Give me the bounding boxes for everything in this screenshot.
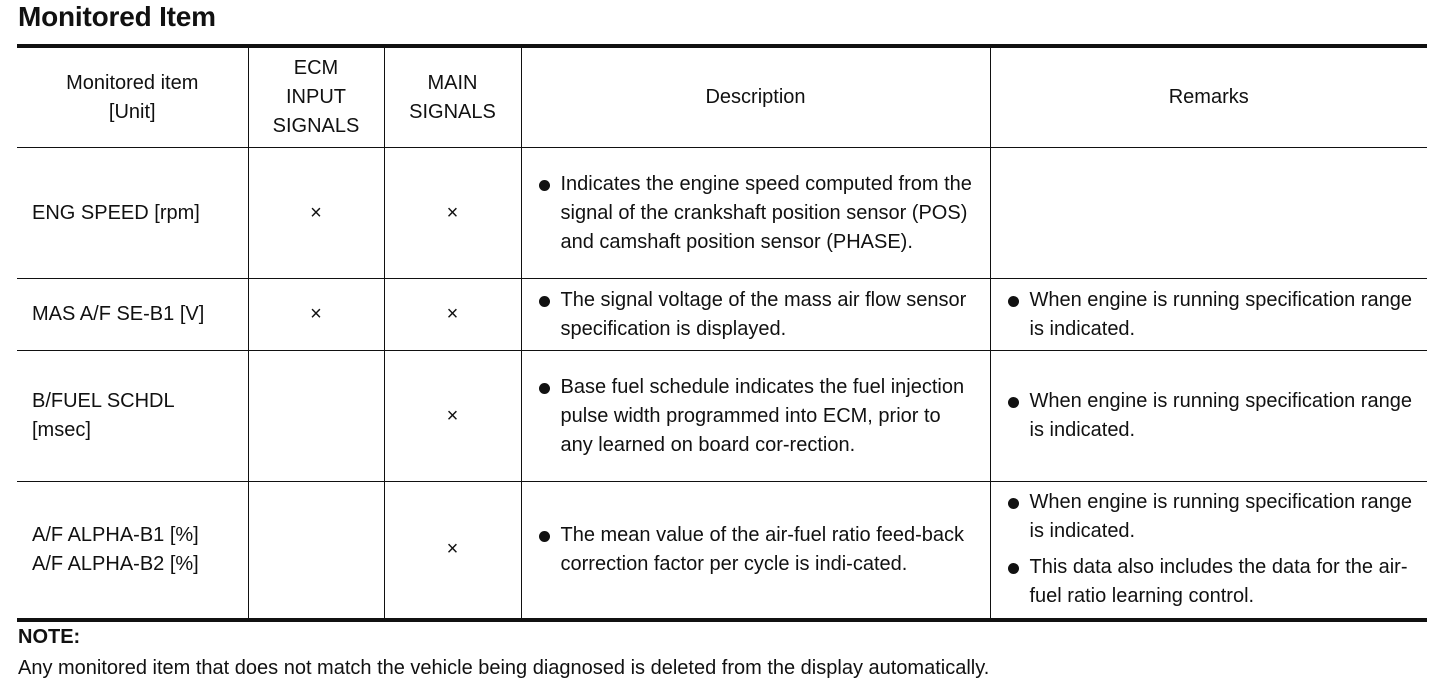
monitored-item-cell (17, 482, 248, 620)
remarks-bullet: This data also includes the data for the air-fuel ratio learning control. (1005, 553, 1416, 611)
page-title: Monitored Item (18, 1, 216, 32)
main-signal-mark: × (384, 279, 521, 351)
table-row (17, 279, 1427, 351)
remarks-cell (990, 351, 1427, 482)
remarks-list (1005, 387, 1416, 445)
remarks-cell (990, 279, 1427, 351)
ecm-input-mark (248, 351, 384, 482)
description-list (536, 373, 978, 460)
header-text: [Unit] (108, 100, 156, 123)
main-signal-mark: × (384, 482, 521, 620)
monitored-item-name: A/F ALPHA-B2 [%] (32, 552, 199, 575)
remarks-cell (990, 148, 1427, 279)
monitored-item-cell (17, 148, 248, 279)
table-header-row (17, 46, 1427, 148)
description-list (536, 170, 978, 257)
header-remarks: Remarks (990, 46, 1427, 148)
description-bullet: Base fuel schedule indicates the fuel injection pulse width programmed into ECM, prior to any learned on board cor-rection. (536, 373, 978, 460)
table-row (17, 351, 1427, 482)
header-ecm-input-signals (248, 46, 384, 148)
main-signal-mark: × (384, 148, 521, 279)
description-list (536, 286, 978, 344)
description-cell (521, 279, 990, 351)
remarks-list (1005, 286, 1416, 344)
monitored-item-cell (17, 279, 248, 351)
monitored-item-cell (17, 351, 248, 482)
monitored-item-name: MAS A/F SE-B1 [V] (32, 303, 205, 325)
remarks-bullet: When engine is running specification range is indicated. (1005, 488, 1416, 546)
main-signal-mark: × (384, 351, 521, 482)
header-text: SIGNALS (409, 100, 496, 123)
monitored-item-name: B/FUEL SCHDL (32, 390, 175, 412)
ecm-input-mark (248, 482, 384, 620)
table-row (17, 148, 1427, 279)
remarks-bullet: When engine is running specification range is indicated. (1005, 387, 1416, 445)
description-bullet: Indicates the engine speed computed from the signal of the crankshaft position sensor (POS) and camshaft position sensor (PHASE). (536, 170, 978, 257)
remarks-bullet: When engine is running specification range is indicated. (1005, 286, 1416, 344)
description-bullet: The signal voltage of the mass air flow sensor specification is displayed. (536, 286, 978, 344)
header-text: ECM (293, 57, 339, 79)
description-cell (521, 148, 990, 279)
header-monitored-item (17, 46, 248, 148)
header-text: SIGNALS (272, 115, 360, 137)
remarks-cell (990, 482, 1427, 620)
table-row (17, 482, 1427, 620)
description-cell (521, 351, 990, 482)
header-text: INPUT (286, 86, 346, 108)
ecm-input-mark: × (248, 148, 384, 279)
ecm-input-mark: × (248, 279, 384, 351)
note-text: Any monitored item that does not match the vehicle being diagnosed is deleted from the display automatically. (18, 657, 990, 679)
header-text: Monitored item (66, 71, 199, 94)
note-heading: NOTE: (18, 626, 81, 648)
monitored-item-name: ENG SPEED [rpm] (32, 201, 200, 224)
header-description: Description (521, 46, 990, 148)
description-list (536, 521, 978, 579)
monitored-item-table (17, 44, 1427, 622)
description-bullet: The mean value of the air-fuel ratio feed-back correction factor per cycle is indi-cated. (536, 521, 978, 579)
description-cell (521, 482, 990, 620)
header-main-signals (384, 46, 521, 148)
header-text: MAIN (427, 71, 478, 94)
remarks-list (1005, 488, 1416, 611)
monitored-item-unit: [msec] (32, 419, 91, 441)
monitored-item-name: A/F ALPHA-B1 [%] (32, 523, 199, 546)
